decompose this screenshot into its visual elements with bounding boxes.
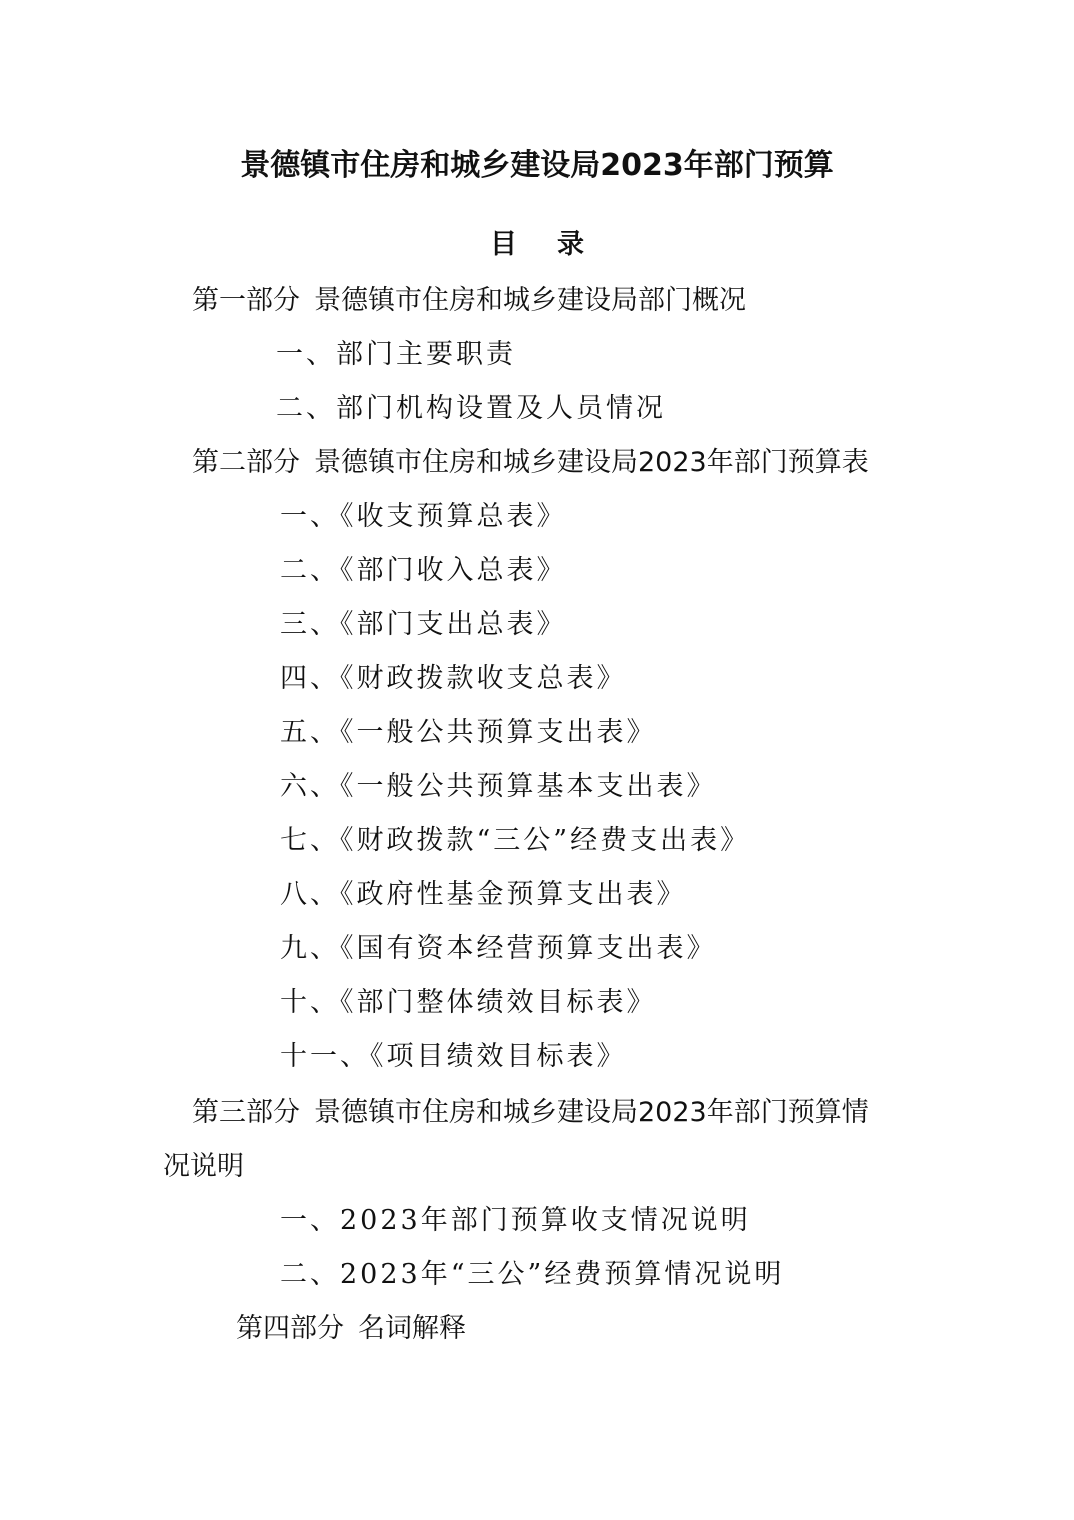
part2-heading — [192, 440, 869, 479]
part1-item-2: 二、部门机构设置及人员情况 — [276, 393, 666, 424]
toc-heading: 目录 — [490, 229, 624, 260]
part2-item-6: 六、《一般公共预算基本支出表》 — [280, 771, 717, 802]
part2-item-8: 八、《政府性基金预算支出表》 — [280, 879, 687, 910]
part1-item-1: 一、部门主要职责 — [276, 339, 516, 370]
part2-item-9: 九、《国有资本经营预算支出表》 — [280, 933, 717, 964]
part3-label: 第三部分 — [192, 1097, 300, 1128]
part2-text: 景德镇市住房和城乡建设局2023年部门预算表 — [314, 447, 869, 478]
part2-label: 第二部分 — [192, 447, 300, 478]
part2-item-1: 一、《收支预算总表》 — [280, 501, 567, 532]
part3-heading — [192, 1090, 869, 1129]
part4-heading — [236, 1306, 466, 1345]
part3-text-line1: 景德镇市住房和城乡建设局2023年部门预算情 — [314, 1097, 869, 1128]
part1-label: 第一部分 — [192, 285, 300, 316]
part2-item-5: 五、《一般公共预算支出表》 — [280, 717, 657, 748]
part1-text: 景德镇市住房和城乡建设局部门概况 — [314, 285, 746, 316]
part2-item-4: 四、《财政拨款收支总表》 — [280, 663, 627, 694]
part3-item-2: 二、2023年“三公”经费预算情况说明 — [280, 1259, 785, 1290]
part4-label: 第四部分 — [236, 1313, 344, 1344]
part3-item-1: 一、2023年部门预算收支情况说明 — [280, 1205, 751, 1236]
part1-heading — [192, 278, 746, 317]
part2-item-2: 二、《部门收入总表》 — [280, 555, 567, 586]
part2-item-7: 七、《财政拨款“三公”经费支出表》 — [280, 825, 751, 856]
part4-text: 名词解释 — [358, 1313, 466, 1344]
part2-item-10: 十、《部门整体绩效目标表》 — [280, 987, 657, 1018]
part2-item-11: 十一、《项目绩效目标表》 — [280, 1041, 627, 1072]
document-title: 景德镇市住房和城乡建设局2023年部门预算 — [240, 148, 834, 183]
part3-text-line2: 况说明 — [163, 1151, 244, 1182]
part2-item-3: 三、《部门支出总表》 — [280, 609, 567, 640]
